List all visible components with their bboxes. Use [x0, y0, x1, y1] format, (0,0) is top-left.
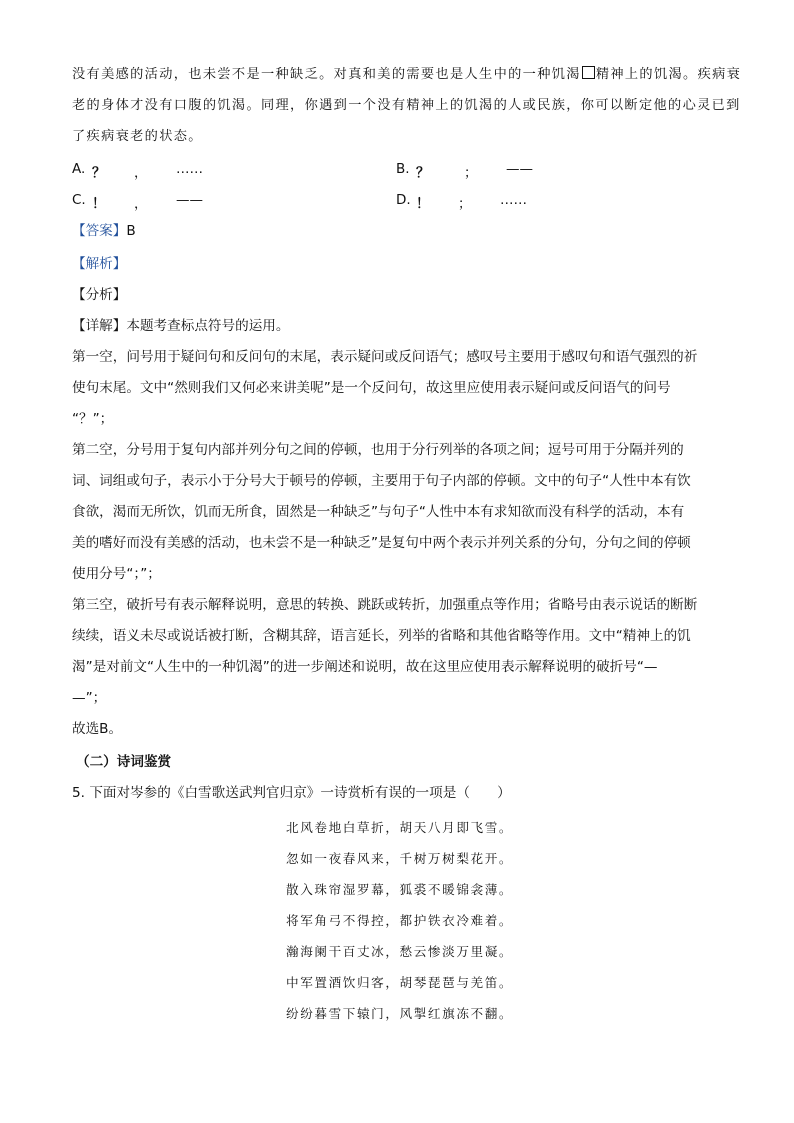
option-letter: C. — [72, 192, 86, 208]
poem-line: 将军角弓不得控，都护铁衣冷难着。 — [286, 913, 514, 928]
section-title: （二）诗词鉴赏 — [76, 754, 172, 770]
option-punct-3: …… — [500, 192, 527, 208]
option-punct-2: ， — [134, 165, 148, 181]
option-letter: A. — [72, 161, 86, 177]
answer-tag: 【答案】 — [72, 223, 127, 239]
option-b — [396, 161, 676, 181]
option-punct-2: ； — [464, 165, 478, 181]
analysis-line: “？”； — [72, 411, 114, 427]
passage-line-2: 老的身体才没有口腹的饥渴。同理，你遇到一个没有精神上的饥渴的人或民族，你可以断定他的心灵已到 — [72, 98, 741, 113]
poem-line: 北风卷地白草折，胡天八月即飞雪。 — [286, 820, 514, 835]
option-punct-3: —— — [176, 192, 203, 208]
option-punct-2: ； — [458, 196, 472, 212]
passage-text: 没有美感的活动，也未尝不是一种缺乏。对真和美的需要也是人生中的一种饥渴 — [72, 67, 581, 82]
answer-line — [72, 222, 136, 240]
option-letter: B. — [396, 161, 410, 177]
option-a — [72, 161, 352, 181]
poem-line: 忽如一夜春风来，千树万树梨花开。 — [286, 851, 514, 866]
poem-line: 散入珠帘湿罗幕，狐裘不暖锦衾薄。 — [286, 882, 514, 897]
analysis-line: 使句末尾。文中“然则我们又何必来讲美呢”是一个反问句，故这里应使用表示疑问或反问语气的问号 — [72, 380, 671, 396]
fenxi-tag: 【分析】 — [72, 287, 127, 303]
analysis-tag: 【解析】 — [72, 256, 127, 272]
option-c — [72, 192, 352, 212]
passage-line-3: 了疾病衰老的状态。 — [72, 129, 203, 144]
analysis-line: 美的嗜好而没有美感的活动，也未尝不是一种缺乏”是复句中两个表示并列关系的分句，分句之间的停顿 — [72, 535, 691, 551]
option-punct-3: …… — [176, 161, 203, 177]
question-text: 下面对岑参的《白雪歌送武判官归京》一诗赏析有误的一项是（ ） — [89, 785, 511, 801]
analysis-line: 第一空，问号用于疑问句和反问句的末尾，表示疑问或反问语气；感叹号主要用于感叹句和语气强烈的祈 — [72, 349, 698, 365]
option-punct-3: —— — [506, 161, 533, 177]
analysis-line: 故选B。 — [72, 721, 123, 737]
option-punct-1: ！ — [416, 196, 430, 212]
answer-value: B — [126, 223, 136, 239]
option-punct-1: ？ — [92, 165, 106, 181]
analysis-line: 使用分号“；”； — [72, 566, 161, 582]
passage-line-1 — [72, 66, 741, 84]
poem-line: 中军置酒饮归客，胡琴琵琶与羌笛。 — [286, 975, 514, 990]
analysis-line: 第三空，破折号有表示解释说明，意思的转换、跳跃或转折，加强重点等作用；省略号由表示说话的断断 — [72, 597, 698, 613]
analysis-line: 第二空，分号用于复句内部并列分句之间的停顿，也用于分行列举的各项之间；逗号可用于分隔并列的 — [72, 442, 684, 458]
analysis-line: 词、词组或句子，表示小于分号大于顿号的停顿，主要用于句子内部的停顿。文中的句子“人性中本有饮 — [72, 473, 691, 489]
analysis-line: 渴”是对前文“人生中的一种饥渴”的进一步阐述和说明，故在这里应使用表示解释说明的破折号“— — [72, 659, 658, 675]
missing-char-box — [582, 66, 595, 79]
option-punct-1: ？ — [416, 165, 430, 181]
detail-intro: 本题考查标点符号的运用。 — [126, 318, 290, 334]
question-5 — [72, 784, 511, 802]
poem-line: 纷纷暮雪下辕门，风掣红旗冻不翻。 — [286, 1006, 514, 1021]
option-letter: D. — [396, 192, 411, 208]
analysis-line: —”； — [72, 690, 107, 706]
option-punct-2: ， — [134, 196, 148, 212]
poem-line: 瀚海阑干百丈冰，愁云惨淡万里凝。 — [286, 944, 514, 959]
analysis-line: 食欲，渴而无所饮，饥而无所食，固然是一种缺乏”与句子“人性中本有求知欲而没有科学的活动，本有 — [72, 504, 685, 520]
option-d — [396, 192, 676, 212]
detail-line — [72, 317, 290, 335]
detail-tag: 【详解】 — [72, 318, 127, 334]
passage-text: 精神上的饥渴。疾病衰 — [595, 67, 742, 82]
option-punct-1: ！ — [92, 196, 106, 212]
question-number: 5. — [72, 785, 85, 801]
analysis-line: 续续，语义未尽或说话被打断，含糊其辞，语言延长，列举的省略和其他省略等作用。文中“精神上的饥 — [72, 628, 691, 644]
